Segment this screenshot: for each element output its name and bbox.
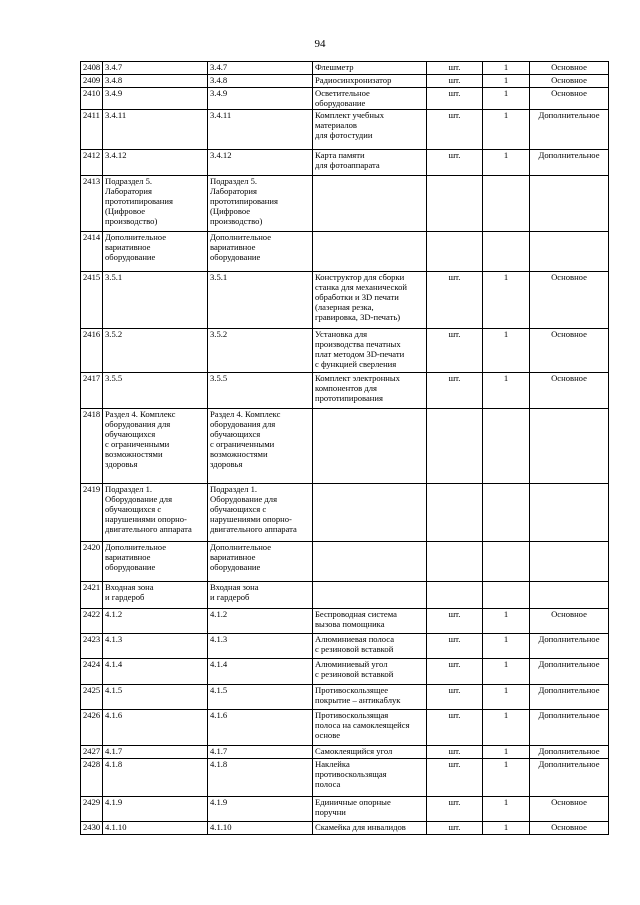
- section-code-repeat-cell: Дополнительное вариативное оборудование: [208, 542, 313, 582]
- equipment-name-cell: Флешметр: [313, 62, 427, 75]
- equipment-name-cell: [313, 176, 427, 232]
- quantity-cell: [483, 484, 530, 542]
- unit-cell: шт.: [427, 634, 483, 659]
- page-number: 94: [314, 38, 326, 50]
- row-number-cell: 2417: [81, 373, 103, 409]
- table-row: [81, 150, 609, 176]
- unit-cell: шт.: [427, 759, 483, 797]
- section-code-repeat-cell: 3.5.2: [208, 329, 313, 373]
- equipment-name-cell: Комплект учебных материалов для фотостудии: [313, 110, 427, 150]
- unit-cell: шт.: [427, 62, 483, 75]
- section-code-repeat-cell: 4.1.3: [208, 634, 313, 659]
- unit-cell: [427, 176, 483, 232]
- section-code-cell: 3.4.7: [103, 62, 208, 75]
- section-code-repeat-cell: 3.5.1: [208, 272, 313, 329]
- section-code-cell: 3.4.8: [103, 75, 208, 88]
- section-code-cell: 3.4.9: [103, 88, 208, 110]
- equipment-name-cell: Противоскользящая полоса на самоклеящейся основе: [313, 710, 427, 746]
- quantity-cell: [483, 232, 530, 272]
- unit-cell: [427, 542, 483, 582]
- equipment-name-cell: Установка для производства печатных плат методом 3D-печати с функцией сверления: [313, 329, 427, 373]
- section-code-cell: 4.1.2: [103, 609, 208, 634]
- section-code-repeat-cell: 4.1.2: [208, 609, 313, 634]
- equipment-type-cell: Дополнительное: [530, 759, 609, 797]
- section-code-repeat-cell: 3.4.11: [208, 110, 313, 150]
- unit-cell: шт.: [427, 746, 483, 759]
- equipment-type-cell: Дополнительное: [530, 634, 609, 659]
- quantity-cell: 1: [483, 634, 530, 659]
- section-code-repeat-cell: 4.1.4: [208, 659, 313, 685]
- table-row: [81, 110, 609, 150]
- row-number-cell: 2421: [81, 582, 103, 609]
- unit-cell: шт.: [427, 88, 483, 110]
- equipment-name-cell: Радиосинхронизатор: [313, 75, 427, 88]
- row-number-cell: 2427: [81, 746, 103, 759]
- table-row: [81, 88, 609, 110]
- row-number-cell: 2425: [81, 685, 103, 710]
- section-code-cell: Входная зона и гардероб: [103, 582, 208, 609]
- section-code-cell: 3.5.1: [103, 272, 208, 329]
- equipment-name-cell: [313, 409, 427, 484]
- equipment-name-cell: Беспроводная система вызова помощника: [313, 609, 427, 634]
- equipment-type-cell: Основное: [530, 75, 609, 88]
- section-code-repeat-cell: Входная зона и гардероб: [208, 582, 313, 609]
- equipment-type-cell: Основное: [530, 373, 609, 409]
- equipment-name-cell: Алюминиевый угол с резиновой вставкой: [313, 659, 427, 685]
- table-row: [81, 685, 609, 710]
- unit-cell: [427, 484, 483, 542]
- equipment-type-cell: Основное: [530, 272, 609, 329]
- equipment-name-cell: [313, 232, 427, 272]
- quantity-cell: [483, 542, 530, 582]
- section-code-repeat-cell: 3.5.5: [208, 373, 313, 409]
- section-code-cell: 3.4.12: [103, 150, 208, 176]
- row-number-cell: 2429: [81, 797, 103, 822]
- equipment-type-cell: Дополнительное: [530, 659, 609, 685]
- row-number-cell: 2411: [81, 110, 103, 150]
- equipment-type-cell: Основное: [530, 609, 609, 634]
- row-number-cell: 2420: [81, 542, 103, 582]
- equipment-name-cell: Карта памяти для фотоаппарата: [313, 150, 427, 176]
- row-number-cell: 2422: [81, 609, 103, 634]
- equipment-name-cell: Единичные опорные поручни: [313, 797, 427, 822]
- equipment-name-cell: Самоклеящийся угол: [313, 746, 427, 759]
- equipment-type-cell: Дополнительное: [530, 685, 609, 710]
- section-code-cell: 3.5.5: [103, 373, 208, 409]
- row-number-cell: 2409: [81, 75, 103, 88]
- equipment-name-cell: [313, 484, 427, 542]
- unit-cell: шт.: [427, 110, 483, 150]
- equipment-name-cell: Алюминиевая полоса с резиновой вставкой: [313, 634, 427, 659]
- equipment-type-cell: Дополнительное: [530, 110, 609, 150]
- section-code-repeat-cell: 4.1.6: [208, 710, 313, 746]
- equipment-type-cell: [530, 484, 609, 542]
- equipment-table: [80, 61, 609, 835]
- section-code-cell: 4.1.4: [103, 659, 208, 685]
- table-row: [81, 232, 609, 272]
- row-number-cell: 2426: [81, 710, 103, 746]
- unit-cell: шт.: [427, 609, 483, 634]
- section-code-cell: 4.1.3: [103, 634, 208, 659]
- equipment-type-cell: [530, 232, 609, 272]
- quantity-cell: 1: [483, 659, 530, 685]
- row-number-cell: 2412: [81, 150, 103, 176]
- equipment-name-cell: Конструктор для сборки станка для механической обработки и 3D печати (лазерная резка, гравировка, 3D-печать): [313, 272, 427, 329]
- quantity-cell: 1: [483, 75, 530, 88]
- quantity-cell: 1: [483, 150, 530, 176]
- row-number-cell: 2415: [81, 272, 103, 329]
- row-number-cell: 2424: [81, 659, 103, 685]
- section-code-cell: Раздел 4. Комплекс оборудования для обучающихся с ограниченными возможностями здоровья: [103, 409, 208, 484]
- equipment-type-cell: [530, 409, 609, 484]
- section-code-cell: 3.5.2: [103, 329, 208, 373]
- section-code-cell: 4.1.10: [103, 822, 208, 835]
- section-code-cell: Подраздел 5. Лаборатория прототипирования (Цифровое производство): [103, 176, 208, 232]
- quantity-cell: [483, 176, 530, 232]
- equipment-type-cell: Дополнительное: [530, 150, 609, 176]
- row-number-cell: 2418: [81, 409, 103, 484]
- quantity-cell: 1: [483, 609, 530, 634]
- table-row: [81, 659, 609, 685]
- equipment-type-cell: Основное: [530, 62, 609, 75]
- row-number-cell: 2416: [81, 329, 103, 373]
- row-number-cell: 2419: [81, 484, 103, 542]
- quantity-cell: 1: [483, 110, 530, 150]
- table-row: [81, 797, 609, 822]
- row-number-cell: 2430: [81, 822, 103, 835]
- table-row: [81, 582, 609, 609]
- section-code-cell: 3.4.11: [103, 110, 208, 150]
- quantity-cell: 1: [483, 685, 530, 710]
- section-code-repeat-cell: Раздел 4. Комплекс оборудования для обучающихся с ограниченными возможностями здоровья: [208, 409, 313, 484]
- equipment-type-cell: [530, 542, 609, 582]
- section-code-repeat-cell: 3.4.7: [208, 62, 313, 75]
- section-code-repeat-cell: 3.4.9: [208, 88, 313, 110]
- quantity-cell: 1: [483, 797, 530, 822]
- section-code-cell: Дополнительное вариативное оборудование: [103, 542, 208, 582]
- section-code-cell: Дополнительное вариативное оборудование: [103, 232, 208, 272]
- quantity-cell: 1: [483, 272, 530, 329]
- quantity-cell: 1: [483, 329, 530, 373]
- unit-cell: шт.: [427, 685, 483, 710]
- section-code-cell: 4.1.9: [103, 797, 208, 822]
- equipment-type-cell: Основное: [530, 88, 609, 110]
- equipment-type-cell: Основное: [530, 329, 609, 373]
- row-number-cell: 2414: [81, 232, 103, 272]
- table-row: [81, 484, 609, 542]
- equipment-name-cell: Скамейка для инвалидов: [313, 822, 427, 835]
- quantity-cell: 1: [483, 373, 530, 409]
- section-code-repeat-cell: Подраздел 5. Лаборатория прототипирования (Цифровое производство): [208, 176, 313, 232]
- unit-cell: шт.: [427, 797, 483, 822]
- row-number-cell: 2408: [81, 62, 103, 75]
- unit-cell: шт.: [427, 373, 483, 409]
- row-number-cell: 2410: [81, 88, 103, 110]
- table-row: [81, 409, 609, 484]
- quantity-cell: 1: [483, 746, 530, 759]
- unit-cell: шт.: [427, 710, 483, 746]
- table-row: [81, 746, 609, 759]
- equipment-name-cell: Наклейка противоскользящая полоса: [313, 759, 427, 797]
- row-number-cell: 2423: [81, 634, 103, 659]
- table-row: [81, 634, 609, 659]
- equipment-name-cell: [313, 542, 427, 582]
- unit-cell: шт.: [427, 659, 483, 685]
- section-code-repeat-cell: 3.4.8: [208, 75, 313, 88]
- equipment-name-cell: Комплект электронных компонентов для прототипирования: [313, 373, 427, 409]
- equipment-name-cell: [313, 582, 427, 609]
- equipment-type-cell: [530, 176, 609, 232]
- unit-cell: шт.: [427, 272, 483, 329]
- table-row: [81, 542, 609, 582]
- table-body: [81, 62, 609, 835]
- section-code-cell: 4.1.6: [103, 710, 208, 746]
- table-row: [81, 373, 609, 409]
- section-code-repeat-cell: 4.1.5: [208, 685, 313, 710]
- unit-cell: шт.: [427, 329, 483, 373]
- quantity-cell: 1: [483, 759, 530, 797]
- equipment-type-cell: [530, 582, 609, 609]
- section-code-repeat-cell: Дополнительное вариативное оборудование: [208, 232, 313, 272]
- section-code-cell: 4.1.5: [103, 685, 208, 710]
- table-row: [81, 272, 609, 329]
- section-code-repeat-cell: 4.1.10: [208, 822, 313, 835]
- unit-cell: [427, 232, 483, 272]
- section-code-repeat-cell: 4.1.7: [208, 746, 313, 759]
- quantity-cell: [483, 409, 530, 484]
- row-number-cell: 2413: [81, 176, 103, 232]
- section-code-repeat-cell: 4.1.9: [208, 797, 313, 822]
- table-row: [81, 176, 609, 232]
- equipment-type-cell: Основное: [530, 822, 609, 835]
- unit-cell: [427, 582, 483, 609]
- quantity-cell: 1: [483, 710, 530, 746]
- section-code-repeat-cell: 4.1.8: [208, 759, 313, 797]
- quantity-cell: 1: [483, 88, 530, 110]
- quantity-cell: [483, 582, 530, 609]
- table-row: [81, 62, 609, 75]
- section-code-repeat-cell: Подраздел 1. Оборудование для обучающихся с нарушениями опорно- двигательного аппарата: [208, 484, 313, 542]
- section-code-cell: Подраздел 1. Оборудование для обучающихся с нарушениями опорно- двигательного аппарата: [103, 484, 208, 542]
- table-row: [81, 609, 609, 634]
- unit-cell: [427, 409, 483, 484]
- table-row: [81, 822, 609, 835]
- quantity-cell: 1: [483, 822, 530, 835]
- unit-cell: шт.: [427, 150, 483, 176]
- table-row: [81, 710, 609, 746]
- section-code-cell: 4.1.7: [103, 746, 208, 759]
- equipment-type-cell: Дополнительное: [530, 746, 609, 759]
- table-row: [81, 329, 609, 373]
- quantity-cell: 1: [483, 62, 530, 75]
- equipment-type-cell: Дополнительное: [530, 710, 609, 746]
- unit-cell: шт.: [427, 75, 483, 88]
- table-row: [81, 75, 609, 88]
- section-code-cell: 4.1.8: [103, 759, 208, 797]
- section-code-repeat-cell: 3.4.12: [208, 150, 313, 176]
- equipment-type-cell: Основное: [530, 797, 609, 822]
- row-number-cell: 2428: [81, 759, 103, 797]
- unit-cell: шт.: [427, 822, 483, 835]
- table-row: [81, 759, 609, 797]
- equipment-name-cell: Противоскользящее покрытие – антикаблук: [313, 685, 427, 710]
- equipment-name-cell: Осветительное оборудование: [313, 88, 427, 110]
